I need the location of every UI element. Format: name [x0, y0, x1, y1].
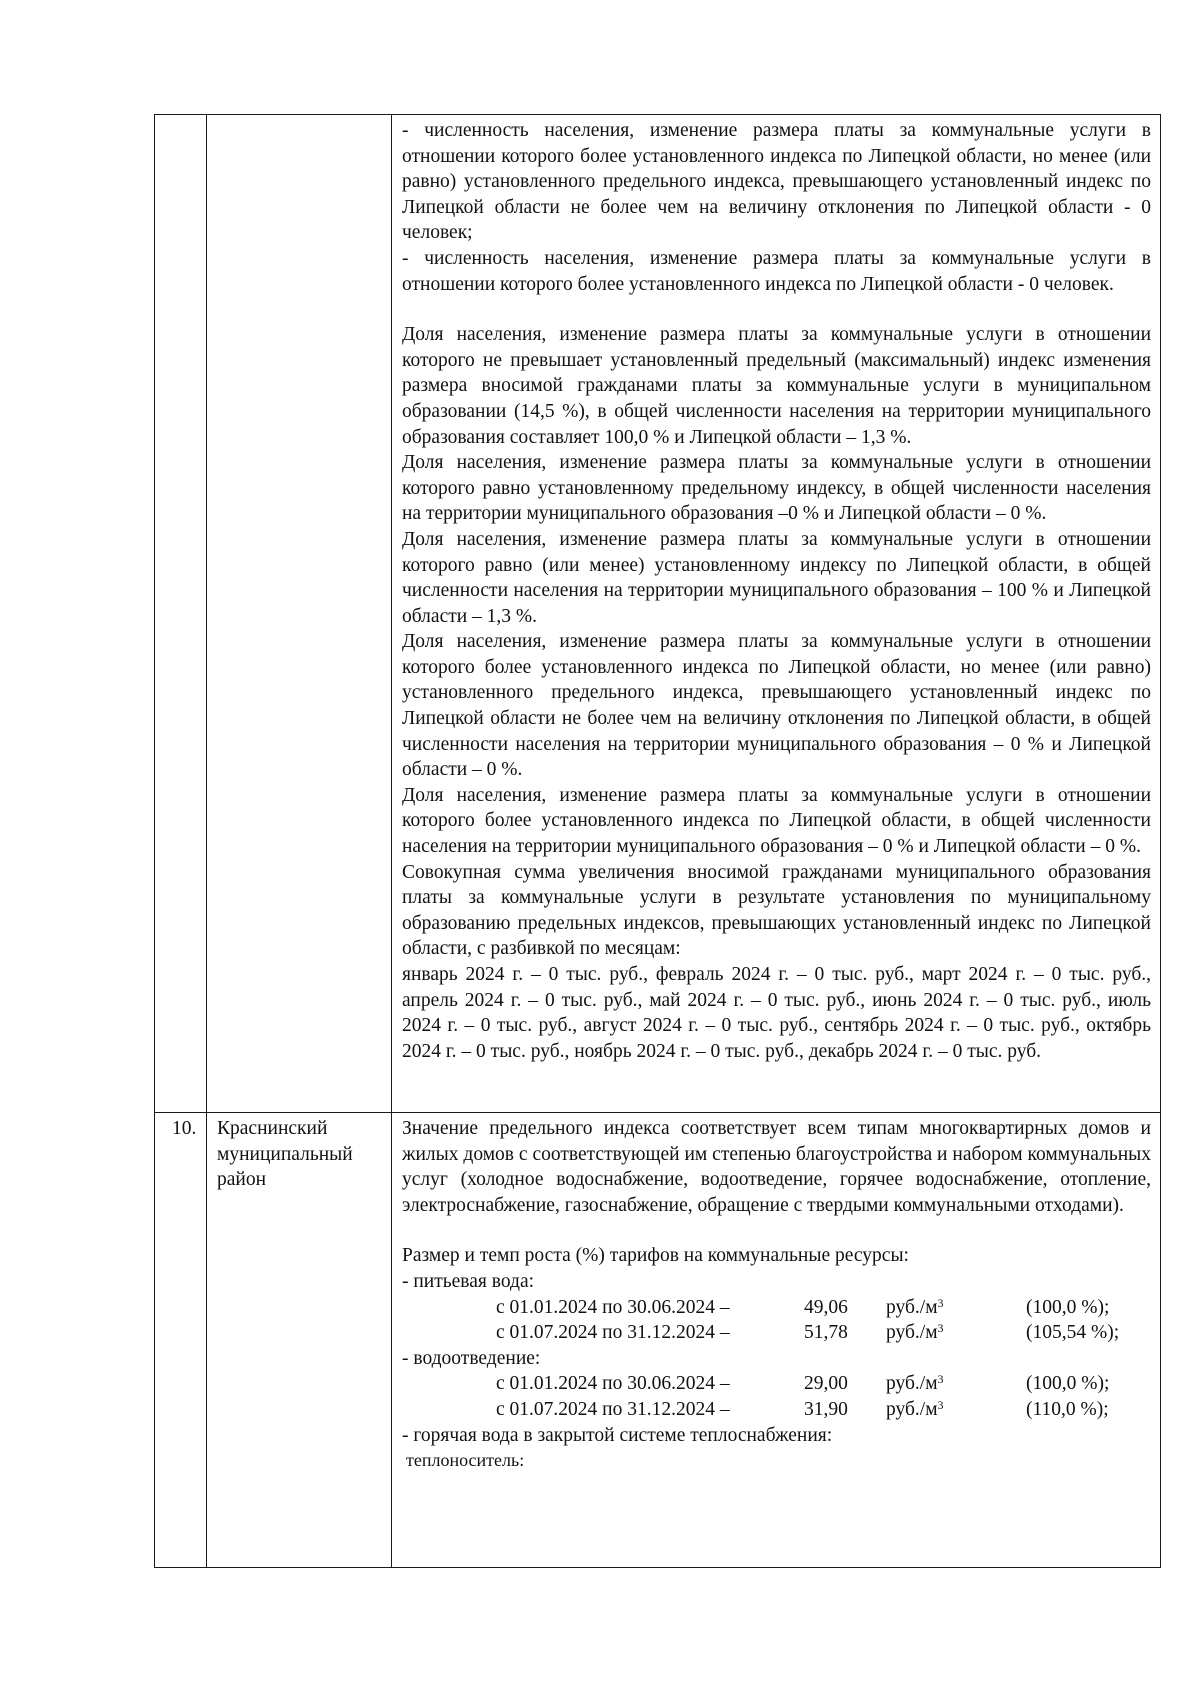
tariff-period: с 01.01.2024 по 30.06.2024 –	[496, 1296, 730, 1318]
indicator-text-cell	[392, 115, 1161, 1113]
tariff-price: 49,06	[804, 1296, 848, 1318]
tariff-period: с 01.07.2024 по 31.12.2024 –	[496, 1398, 730, 1420]
paragraph: Доля населения, изменение размера платы за коммунальные услуги в отношении которого не превышает установленный предельный (максимальный) индекс изменения размера вносимой гражданами платы за коммунальные услуги в муниципальном образовании (14,5 %), в общей численности населения на территории муниципального образования составляет 100,0 % и Липецкой области – 1,3 %.	[402, 324, 1151, 448]
tariff-info-cell	[392, 1113, 1161, 1568]
index-description: Значение предельного индекса соответствует всем типам многоквартирных домов и жилых домов с соответствующей им степенью благоустройства и набором коммунальных услуг (холодное водоснабжение, водоотведение, горячее водоснабжение, отопление, электроснабжение, газоснабжение, обращение с твердыми коммунальными отходами).	[402, 1118, 1151, 1216]
municipality-cell-empty	[207, 115, 392, 1113]
spacer	[402, 297, 1151, 322]
tariff-unit: $руб./м^3$	[886, 1295, 944, 1318]
tariff-row	[402, 1295, 1151, 1321]
paragraph: - численность населения, изменение размера платы за коммунальные услуги в отношении которого более установленного индекса по Липецкой области, но менее (или равно) установленного предельного индекса, превышающего установленный индекс по Липецкой области не более чем на величину отклонения по Липецкой области - 0 человек;	[402, 120, 1151, 244]
tariff-unit: $руб./м^3$	[886, 1397, 944, 1420]
paragraph: Доля населения, изменение размера платы за коммунальные услуги в отношении которого равно (или менее) установленному индексу по Липецкой области, в общей численности населения на территории муниципального образования – 100 % и Липецкой области – 1,3 %.	[402, 528, 1151, 627]
paragraph: Доля населения, изменение размера платы за коммунальные услуги в отношении которого более установленного индекса по Липецкой области, в общей численности населения на территории муниципального образования – 0 % и Липецкой области – 0 %.	[402, 784, 1151, 858]
row-number: 10.	[172, 1118, 197, 1139]
tariffs-heading: Размер и темп роста (%) тарифов на коммунальные ресурсы:	[402, 1245, 909, 1267]
municipality-name: Краснинский муниципальный район	[217, 1118, 353, 1191]
tariff-unit: $руб./м^3$	[886, 1321, 944, 1344]
table-row-continuation	[155, 115, 1161, 1113]
tariff-growth: (110,0 %);	[1026, 1398, 1109, 1420]
paragraph: - численность населения, изменение размера платы за коммунальные услуги в отношении которого более установленного индекса по Липецкой области - 0 человек.	[402, 247, 1151, 295]
paragraph: Доля населения, изменение размера платы за коммунальные услуги в отношении которого более установленного индекса по Липецкой области, но менее (или равно) установленного предельного индекса, превышающего установленный индекс по Липецкой области не более чем на величину отклонения по Липецкой области, в общей численности населения на территории муниципального образования – 0 % и Липецкой области – 0 %.	[402, 631, 1151, 781]
sewage-label: - водоотведение:	[402, 1347, 541, 1369]
tariff-row	[402, 1320, 1151, 1346]
tariff-price: 31,90	[804, 1398, 848, 1420]
tariff-growth: (105,54 %);	[1026, 1322, 1120, 1344]
tariff-price: 51,78	[804, 1322, 848, 1344]
spacer	[402, 1218, 1151, 1243]
row-number-cell	[155, 1113, 207, 1568]
row-number-cell-empty	[155, 115, 207, 1113]
municipality-cell	[207, 1113, 392, 1568]
table-row-10	[155, 1113, 1161, 1568]
tariff-row	[402, 1371, 1151, 1397]
hot-water-label: - горячая вода в закрытой системе теплоснабжения:	[402, 1424, 833, 1446]
tariff-unit: $руб./м^3$	[886, 1372, 944, 1395]
tariff-row	[402, 1397, 1151, 1423]
tariff-period: с 01.01.2024 по 30.06.2024 –	[496, 1373, 730, 1395]
monthly-breakdown: январь 2024 г. – 0 тыс. руб., февраль 2024 г. – 0 тыс. руб., март 2024 г. – 0 тыс. руб., апрель 2024 г. – 0 тыс. руб., май 2024 г. – 0 тыс. руб., июнь 2024 г. – 0 тыс. руб., июль 2024 г. – 0 тыс. руб., август 2024 г. – 0 тыс. руб., сентябрь 2024 г. – 0 тыс. руб., октябрь 2024 г. – 0 тыс. руб., ноябрь 2024 г. – 0 тыс. руб., декабрь 2024 г. – 0 тыс. руб.	[402, 964, 1151, 1062]
tariff-growth: (100,0 %);	[1026, 1296, 1110, 1318]
drinking-water-label: - питьевая вода:	[402, 1270, 535, 1292]
document-table	[154, 114, 1161, 1568]
paragraph: Доля населения, изменение размера платы за коммунальные услуги в отношении которого равно установленному предельному индексу, в общей численности населения на территории муниципального образования –0 % и Липецкой области – 0 %.	[402, 452, 1151, 525]
heat-carrier-label: теплоноситель:	[406, 1450, 525, 1471]
tariff-price: 29,00	[804, 1373, 848, 1395]
tariff-growth: (100,0 %);	[1026, 1373, 1110, 1395]
paragraph: Совокупная сумма увеличения вносимой гражданами муниципального образования платы за коммунальные услуги в результате установления по муниципальному образованию предельных индексов, превышающих установленный индекс по Липецкой области, с разбивкой по месяцам:	[402, 861, 1151, 960]
tariff-period: с 01.07.2024 по 31.12.2024 –	[496, 1322, 730, 1344]
